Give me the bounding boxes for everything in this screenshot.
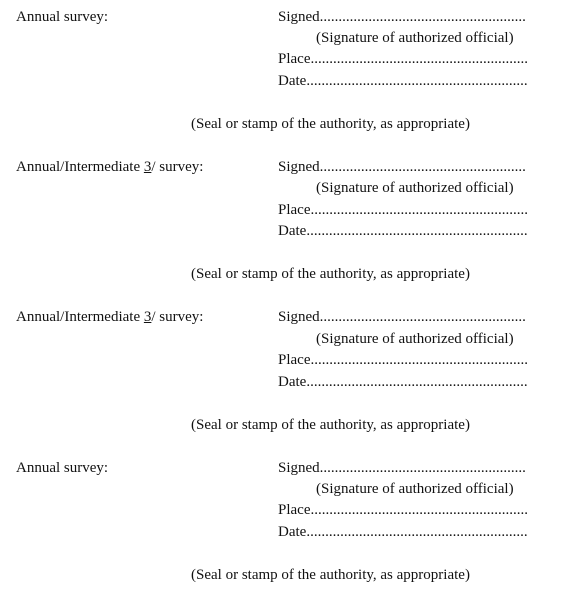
signature-caption: (Signature of authorized official) (316, 180, 514, 196)
survey-type-label: Annual survey: (16, 9, 109, 25)
survey-type-label: Annual/Intermediate 3/ survey: (16, 159, 204, 175)
signed-line: Signed....................................................... (278, 9, 526, 25)
seal-caption: (Seal or stamp of the authority, as appropriate) (191, 417, 470, 433)
survey-type-label: Annual/Intermediate 3/ survey: (16, 309, 204, 325)
signed-line: Signed....................................................... (278, 159, 526, 175)
seal-caption: (Seal or stamp of the authority, as appropriate) (191, 116, 470, 132)
date-line: Date........................................................... (278, 374, 528, 390)
survey-type-label: Annual survey: (16, 460, 109, 476)
date-line: Date........................................................... (278, 73, 528, 89)
place-line: Place.......................................................... (278, 502, 528, 518)
signature-caption: (Signature of authorized official) (316, 30, 514, 46)
signed-line: Signed....................................................... (278, 460, 526, 476)
footnote-reference: 3 (143, 159, 152, 175)
place-line: Place.......................................................... (278, 202, 528, 218)
date-line: Date........................................................... (278, 223, 528, 239)
place-line: Place.......................................................... (278, 51, 528, 67)
signature-caption: (Signature of authorized official) (316, 331, 514, 347)
seal-caption: (Seal or stamp of the authority, as appropriate) (191, 567, 470, 583)
signed-line: Signed....................................................... (278, 309, 526, 325)
place-line: Place.......................................................... (278, 352, 528, 368)
footnote-reference: 3 (143, 309, 152, 325)
date-line: Date........................................................... (278, 524, 528, 540)
signature-caption: (Signature of authorized official) (316, 481, 514, 497)
seal-caption: (Seal or stamp of the authority, as appropriate) (191, 266, 470, 282)
